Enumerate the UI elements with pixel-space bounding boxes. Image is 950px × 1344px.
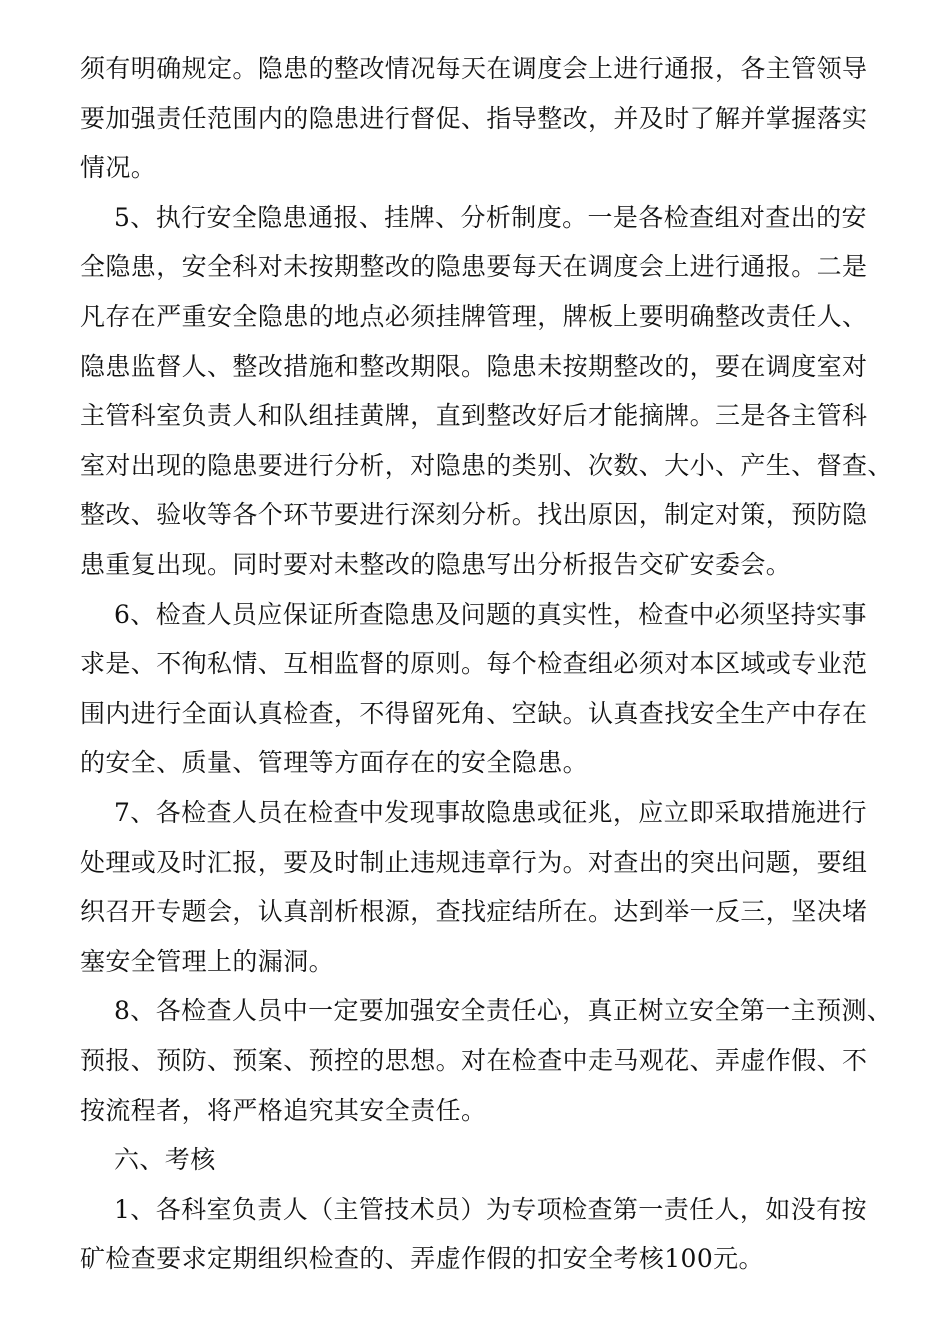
text-line: 室对出现的隐患要进行分析，对隐患的类别、次数、大小、产生、督查、 [80,451,893,480]
text-line: 情况。 [80,153,157,182]
text-line: 主管科室负责人和队组挂黄牌，直到整改好后才能摘牌。三是各主管科 [80,401,868,430]
text-line: 矿检查要求定期组织检查的、弄虚作假的扣安全考核100元。 [80,1244,764,1273]
text-line: 隐患监督人、整改措施和整改期限。隐患未按期整改的，要在调度室对 [80,352,868,381]
assessment-item-1-start: 1、各科室负责人（主管技术员）为专项检查第一责任人，如没有按 [114,1195,867,1224]
paragraph-8-start: 8、各检查人员中一定要加强安全责任心，真正树立安全第一主预测、 [114,996,893,1025]
text-line: 处理或及时汇报，要及时制止违规违章行为。对查出的突出问题，要组 [80,848,868,877]
text-line: 织召开专题会，认真剖析根源，查找症结所在。达到举一反三，坚决堵 [80,897,868,926]
text-line: 要加强责任范围内的隐患进行督促、指导整改，并及时了解并掌握落实 [80,104,868,133]
text-line: 塞安全管理上的漏洞。 [80,947,335,976]
text-line: 围内进行全面认真检查，不得留死角、空缺。认真查找安全生产中存在 [80,699,868,728]
paragraph-7-start: 7、各检查人员在检查中发现事故隐患或征兆，应立即采取措施进行 [114,798,867,827]
text-line: 患重复出现。同时要对未整改的隐患写出分析报告交矿安委会。 [80,550,792,579]
text-line: 全隐患，安全科对未按期整改的隐患要每天在调度会上进行通报。二是 [80,252,868,281]
paragraph-6-start: 6、检查人员应保证所查隐患及问题的真实性，检查中必须坚持实事 [114,600,867,629]
text-line: 的安全、质量、管理等方面存在的安全隐患。 [80,748,589,777]
paragraph-5-start: 5、执行安全隐患通报、挂牌、分析制度。一是各检查组对查出的安 [114,203,867,232]
text-line: 求是、不徇私情、互相监督的原则。每个检查组必须对本区域或专业范 [80,649,868,678]
text-line: 整改、验收等各个环节要进行深刻分析。找出原因，制定对策，预防隐 [80,500,868,529]
section-heading-assessment: 六、考核 [114,1145,216,1174]
text-line: 须有明确规定。隐患的整改情况每天在调度会上进行通报，各主管领导 [80,54,868,83]
text-line: 凡存在严重安全隐患的地点必须挂牌管理，牌板上要明确整改责任人、 [80,302,868,331]
text-line: 按流程者，将严格追究其安全责任。 [80,1096,487,1125]
text-line: 预报、预防、预案、预控的思想。对在检查中走马观花、弄虚作假、不 [80,1046,868,1075]
